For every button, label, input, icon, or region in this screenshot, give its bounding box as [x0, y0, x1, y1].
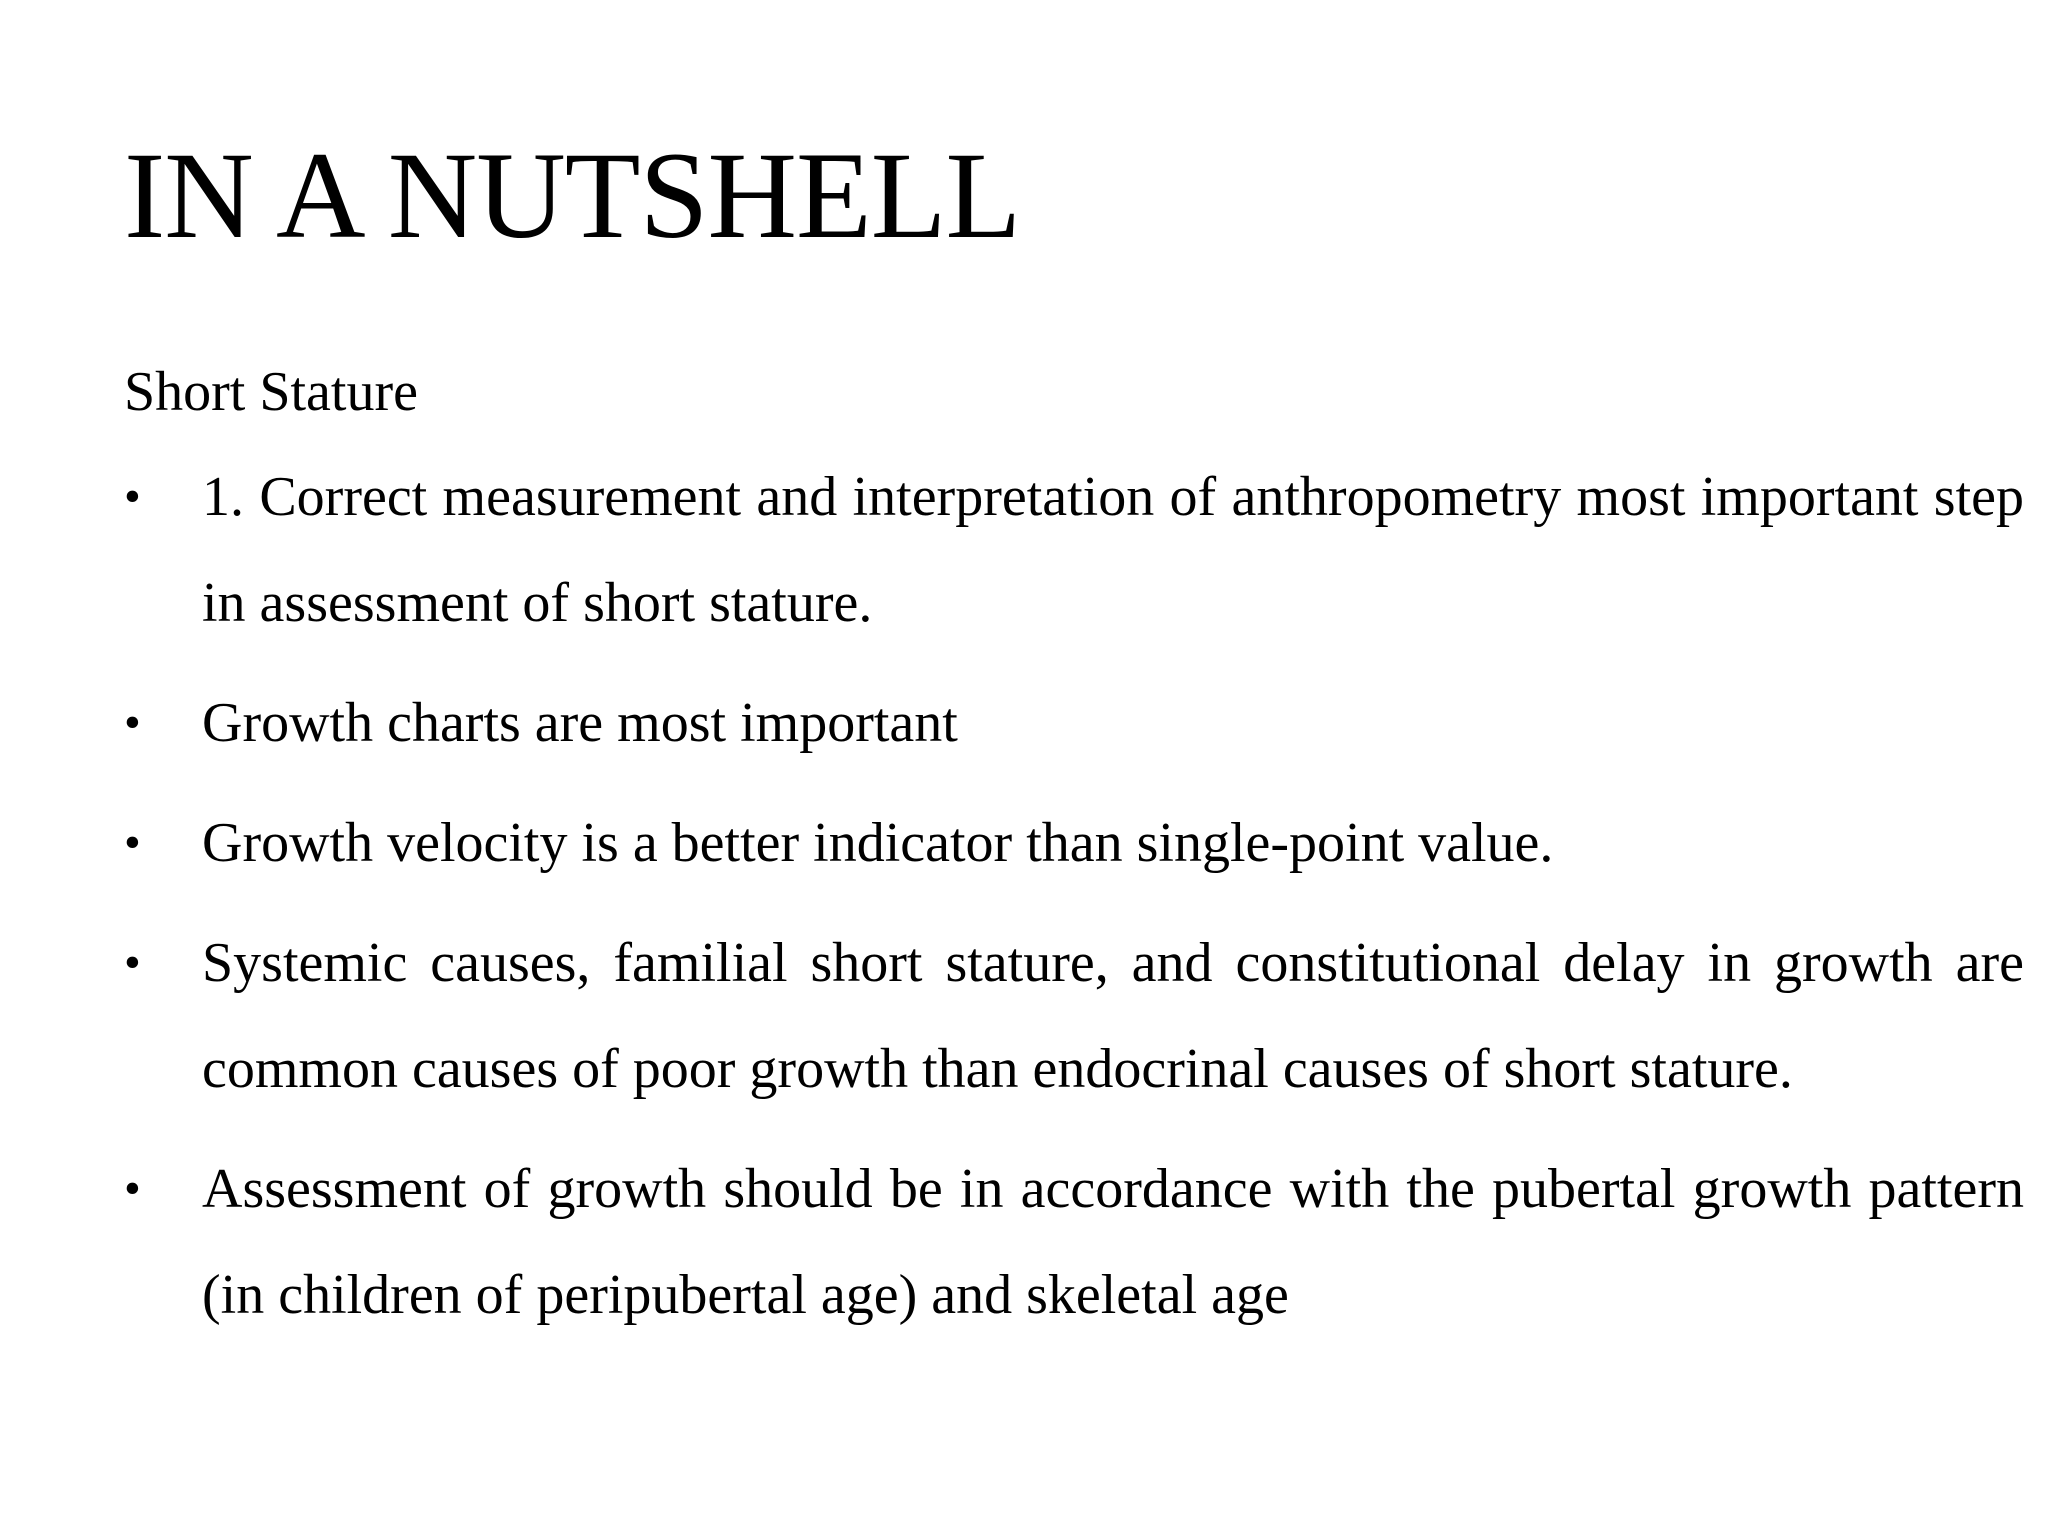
- bullet-text: Growth charts are most important: [202, 692, 958, 754]
- bullet-item: [124, 670, 2024, 776]
- bullet-item: [124, 1136, 2024, 1348]
- bullet-item: [124, 910, 2024, 1122]
- bullet-icon: •: [124, 936, 141, 989]
- bullet-item: [124, 444, 2024, 656]
- bullet-text: Systemic causes, familial short stature, and constitutional delay in growth are common causes of poor growth than endocrinal causes of short stature.: [202, 932, 2024, 1100]
- bullet-icon: •: [124, 470, 141, 523]
- bullet-text: Assessment of growth should be in accordance with the pubertal growth pattern (in children of peripubertal age) and skeletal age: [202, 1158, 2024, 1326]
- bullet-icon: •: [124, 1162, 141, 1215]
- slide-subtitle: Short Stature: [124, 361, 418, 423]
- slide-title: IN A NUTSHELL: [124, 127, 1021, 264]
- bullet-text: Growth velocity is a better indicator than single-point value.: [202, 812, 1554, 874]
- bullet-list: [124, 444, 2024, 1348]
- bullet-text: 1. Correct measurement and interpretation of anthropometry most important step in assessment of short stature.: [202, 466, 2024, 634]
- bullet-icon: •: [124, 696, 141, 749]
- slide-body: [124, 352, 2024, 1362]
- bullet-item: [124, 790, 2024, 896]
- bullet-icon: •: [124, 816, 141, 869]
